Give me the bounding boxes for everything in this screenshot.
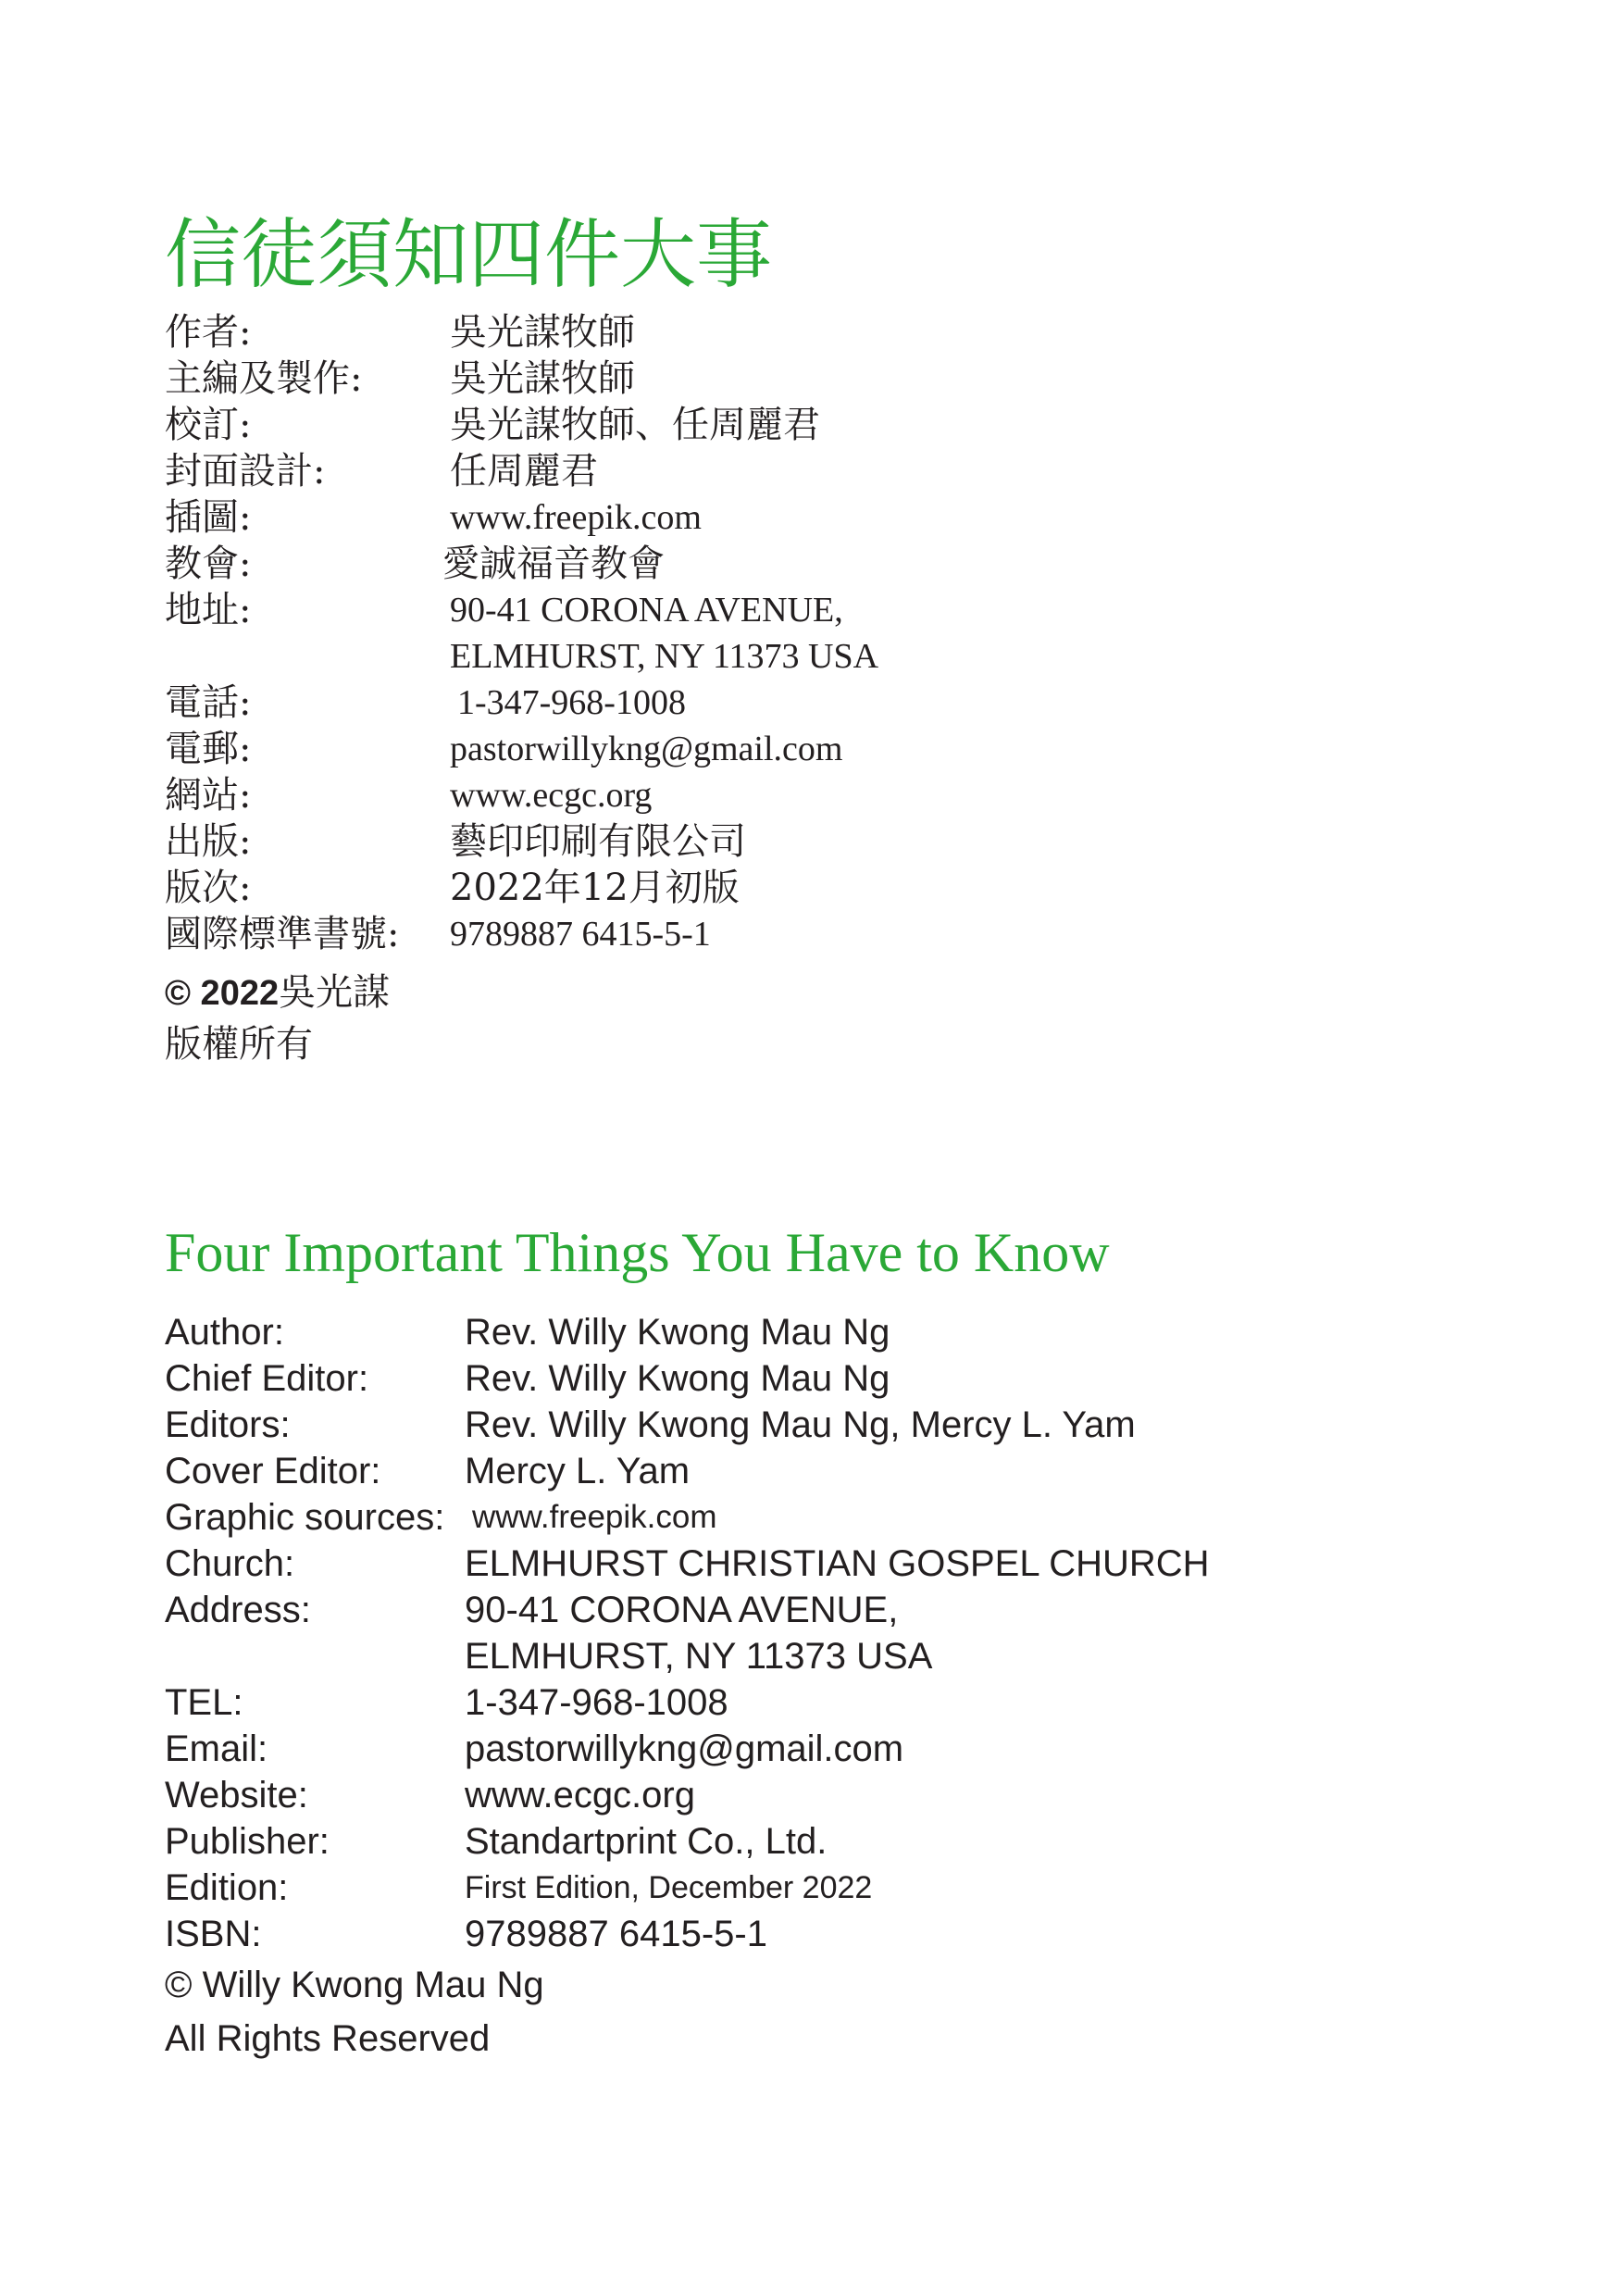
- zh-chief-editor-value: 吳光謀牧師: [450, 357, 635, 400]
- en-edition-value: First Edition, December 2022: [465, 1870, 873, 1905]
- en-author-label: Author:: [165, 1312, 284, 1353]
- zh-isbn-row: [165, 911, 878, 957]
- zh-edition-label: 版次:: [165, 867, 252, 909]
- zh-copyright-holder: 吳光謀: [279, 971, 391, 1014]
- zh-publisher-row: [165, 818, 878, 865]
- en-isbn-value: 9789887 6415-5-1: [465, 1914, 767, 1954]
- zh-church-row: [165, 541, 878, 587]
- zh-graphic-sources-value: www.freepik.com: [450, 498, 702, 537]
- en-cover-editor-label: Cover Editor:: [165, 1451, 381, 1491]
- en-tel-value: 1-347-968-1008: [465, 1682, 728, 1723]
- en-copyright-line: © Willy Kwong Mau Ng: [165, 1965, 544, 2005]
- en-address-line1: 90-41 CORONA AVENUE,: [465, 1590, 899, 1630]
- en-editors-value: Rev. Willy Kwong Mau Ng, Mercy L. Yam: [465, 1404, 1136, 1445]
- zh-website-value: www.ecgc.org: [450, 776, 653, 815]
- zh-email-value: pastorwillykng@gmail.com: [450, 730, 843, 768]
- en-website-label: Website:: [165, 1775, 308, 1816]
- en-chief-editor-row: [165, 1355, 1210, 1402]
- en-rights-reserved: All Rights Reserved: [165, 2018, 491, 2059]
- en-graphic-sources-value: www.freepik.com: [472, 1499, 717, 1535]
- en-editors-row: [165, 1402, 1210, 1448]
- en-publisher-row: [165, 1818, 1210, 1865]
- zh-copyright-year: © 2022: [165, 974, 280, 1013]
- zh-editors-value: 吳光謀牧師、任周麗君: [450, 404, 820, 446]
- en-author-row: [165, 1309, 1210, 1355]
- zh-author-value: 吳光謀牧師: [450, 311, 635, 354]
- zh-address-value: [450, 587, 878, 680]
- en-edition-row: [165, 1865, 1210, 1911]
- zh-email-label: 電郵:: [165, 728, 252, 770]
- zh-website-row: [165, 772, 878, 818]
- zh-publisher-value: 藝印印刷有限公司: [450, 820, 746, 863]
- en-tel-row: [165, 1679, 1210, 1726]
- zh-isbn-label: 國際標準書號:: [165, 913, 400, 955]
- zh-cover-editor-label: 封面設計:: [165, 450, 326, 493]
- zh-tel-value: 1-347-968-1008: [457, 683, 686, 722]
- en-address-value: [465, 1587, 932, 1679]
- zh-address-row: [165, 587, 878, 680]
- zh-editors-label: 校訂:: [165, 404, 252, 446]
- en-editors-label: Editors:: [165, 1404, 291, 1445]
- en-publisher-value: Standartprint Co., Ltd.: [465, 1821, 828, 1862]
- zh-church-value: 愛誠福音教會: [442, 543, 665, 585]
- zh-cover-editor-value: 任周麗君: [450, 450, 598, 493]
- en-email-value: pastorwillykng@gmail.com: [465, 1728, 904, 1769]
- chinese-credits-list: [165, 309, 878, 957]
- en-church-label: Church:: [165, 1543, 295, 1584]
- en-address-line2: ELMHURST, NY 11373 USA: [465, 1636, 933, 1677]
- en-chief-editor-value: Rev. Willy Kwong Mau Ng: [465, 1358, 890, 1399]
- en-email-row: [165, 1726, 1210, 1772]
- en-church-row: [165, 1541, 1210, 1587]
- en-church-value: ELMHURST CHRISTIAN GOSPEL CHURCH: [465, 1543, 1210, 1584]
- en-tel-label: TEL:: [165, 1682, 243, 1723]
- chinese-title: 信徒須知四件大事: [165, 211, 773, 299]
- zh-graphic-sources-label: 插圖:: [165, 496, 252, 539]
- en-chief-editor-label: Chief Editor:: [165, 1358, 369, 1399]
- zh-tel-row: [165, 680, 878, 726]
- en-graphic-sources-row: [165, 1494, 1210, 1541]
- zh-isbn-value: 9789887 6415-5-1: [450, 915, 711, 954]
- en-publisher-label: Publisher:: [165, 1821, 330, 1862]
- en-graphic-sources-label: Graphic sources:: [165, 1497, 445, 1538]
- zh-publisher-label: 出版:: [165, 820, 252, 863]
- en-website-value: www.ecgc.org: [465, 1775, 695, 1816]
- zh-tel-label: 電話:: [165, 681, 252, 724]
- zh-email-row: [165, 726, 878, 772]
- english-credits-list: [165, 1309, 1210, 1957]
- zh-address-line1: 90-41 CORONA AVENUE,: [450, 591, 843, 630]
- zh-copyright-line: [165, 968, 390, 1017]
- zh-address-line2: ELMHURST, NY 11373 USA: [450, 637, 879, 676]
- en-author-value: Rev. Willy Kwong Mau Ng: [465, 1312, 890, 1353]
- zh-author-label: 作者:: [165, 311, 252, 354]
- en-cover-editor-value: Mercy L. Yam: [465, 1451, 691, 1491]
- en-cover-editor-row: [165, 1448, 1210, 1494]
- zh-author-row: [165, 309, 878, 356]
- zh-chief-editor-label: 主編及製作:: [165, 357, 363, 400]
- en-isbn-row: [165, 1911, 1210, 1957]
- en-isbn-label: ISBN:: [165, 1914, 262, 1954]
- zh-graphic-sources-row: [165, 494, 878, 541]
- zh-edition-row: [165, 865, 878, 911]
- zh-address-label: 地址:: [165, 589, 252, 631]
- zh-editors-row: [165, 402, 878, 448]
- en-address-row: [165, 1587, 1210, 1679]
- zh-chief-editor-row: [165, 356, 878, 402]
- en-edition-label: Edition:: [165, 1867, 289, 1908]
- zh-church-label: 教會:: [165, 543, 252, 585]
- en-address-label: Address:: [165, 1590, 311, 1630]
- zh-website-label: 網站:: [165, 774, 252, 817]
- en-website-row: [165, 1772, 1210, 1818]
- english-title: Four Important Things You Have to Know: [165, 1222, 1110, 1283]
- zh-cover-editor-row: [165, 448, 878, 494]
- zh-edition-value: 2022年12月初版: [450, 867, 740, 909]
- en-email-label: Email:: [165, 1728, 268, 1769]
- zh-rights-reserved: 版權所有: [165, 1023, 313, 1066]
